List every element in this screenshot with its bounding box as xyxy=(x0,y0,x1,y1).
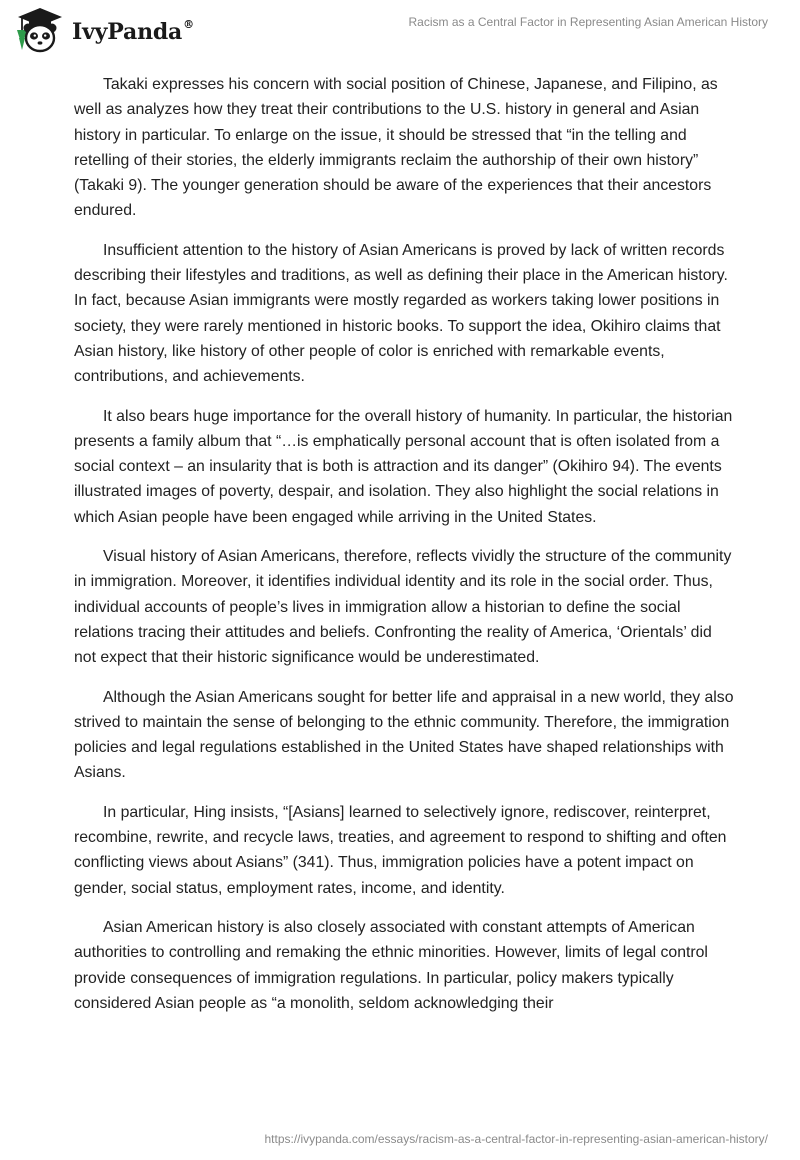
brand-name: IvyPanda® xyxy=(72,17,194,45)
running-title: Racism as a Central Factor in Representing Asian American History xyxy=(408,15,768,29)
source-url-link[interactable]: https://ivypanda.com/essays/racism-as-a-central-factor-in-representing-asian-american-history/ xyxy=(264,1132,768,1146)
paragraph: Visual history of Asian Americans, therefore, reflects vividly the structure of the community in immigration. Moreover, it identifies individual identity and its role in the social order. Thus, individual accounts of people’s lives in immigration allow a historian to define the social relations tracing their attitudes and beliefs. Confronting the reality of America, ‘Orientals’ did not expect that their historic significance would be underestimated. xyxy=(74,548,732,667)
registered-mark: ® xyxy=(183,17,194,31)
panda-graduation-cap-icon xyxy=(14,6,66,54)
paragraph: Asian American history is also closely associated with constant attempts of American authorities to controlling and remaking the ethnic minorities. However, limits of legal control provide consequences of immigration regulations. In particular, policy makers typically considered Asian people as “a monolith, seldom acknowledging their xyxy=(74,918,708,1012)
paragraph: Although the Asian Americans sought for better life and appraisal in a new world, they also strived to maintain the sense of belonging to the ethnic community. Therefore, the immigration policies and legal regulations established in the United States have shaped relationships with Asians. xyxy=(74,688,734,782)
essay-body xyxy=(74,72,734,1030)
paragraph: It also bears huge importance for the overall history of humanity. In particular, the historian presents a family album that “…is emphatically personal account that is often isolated from a social context – an insularity that is both is attraction and its danger” (Okihiro 94). The events illustrated images of poverty, despair, and isolation. They also highlight the social relations in which Asian people have been engaged while arriving in the United States. xyxy=(74,407,733,526)
paragraph: In particular, Hing insists, “[Asians] learned to selectively ignore, rediscover, reinterpret, recombine, rewrite, and recycle laws, treaties, and agreement to respond to shifting and often conflicting views about Asians” (341). Thus, immigration policies have a potent impact on gender, social status, employment rates, income, and identity. xyxy=(74,803,727,897)
paragraph: Takaki expresses his concern with social position of Chinese, Japanese, and Filipino, as well as analyzes how they treat their contributions to the U.S. history in general and Asian history in particular. To enlarge on the issue, it should be stressed that “in the telling and retelling of their stories, the elderly immigrants reclaim the authorship of their own history” (Takaki 9). The younger generation should be aware of the experiences that their ancestors endured. xyxy=(74,76,718,220)
page-header xyxy=(0,0,800,60)
paragraph: Insufficient attention to the history of Asian Americans is proved by lack of written records describing their lifestyles and traditions, as well as defining their place in the American history. In fact, because Asian immigrants were mostly regarded as workers taking lower positions in society, they were rarely mentioned in historic books. To support the idea, Okihiro claims that Asian history, like history of other people of color is enriched with remarkable events, contributions, and achievements. xyxy=(74,241,728,386)
ivypanda-logo[interactable] xyxy=(14,6,194,54)
